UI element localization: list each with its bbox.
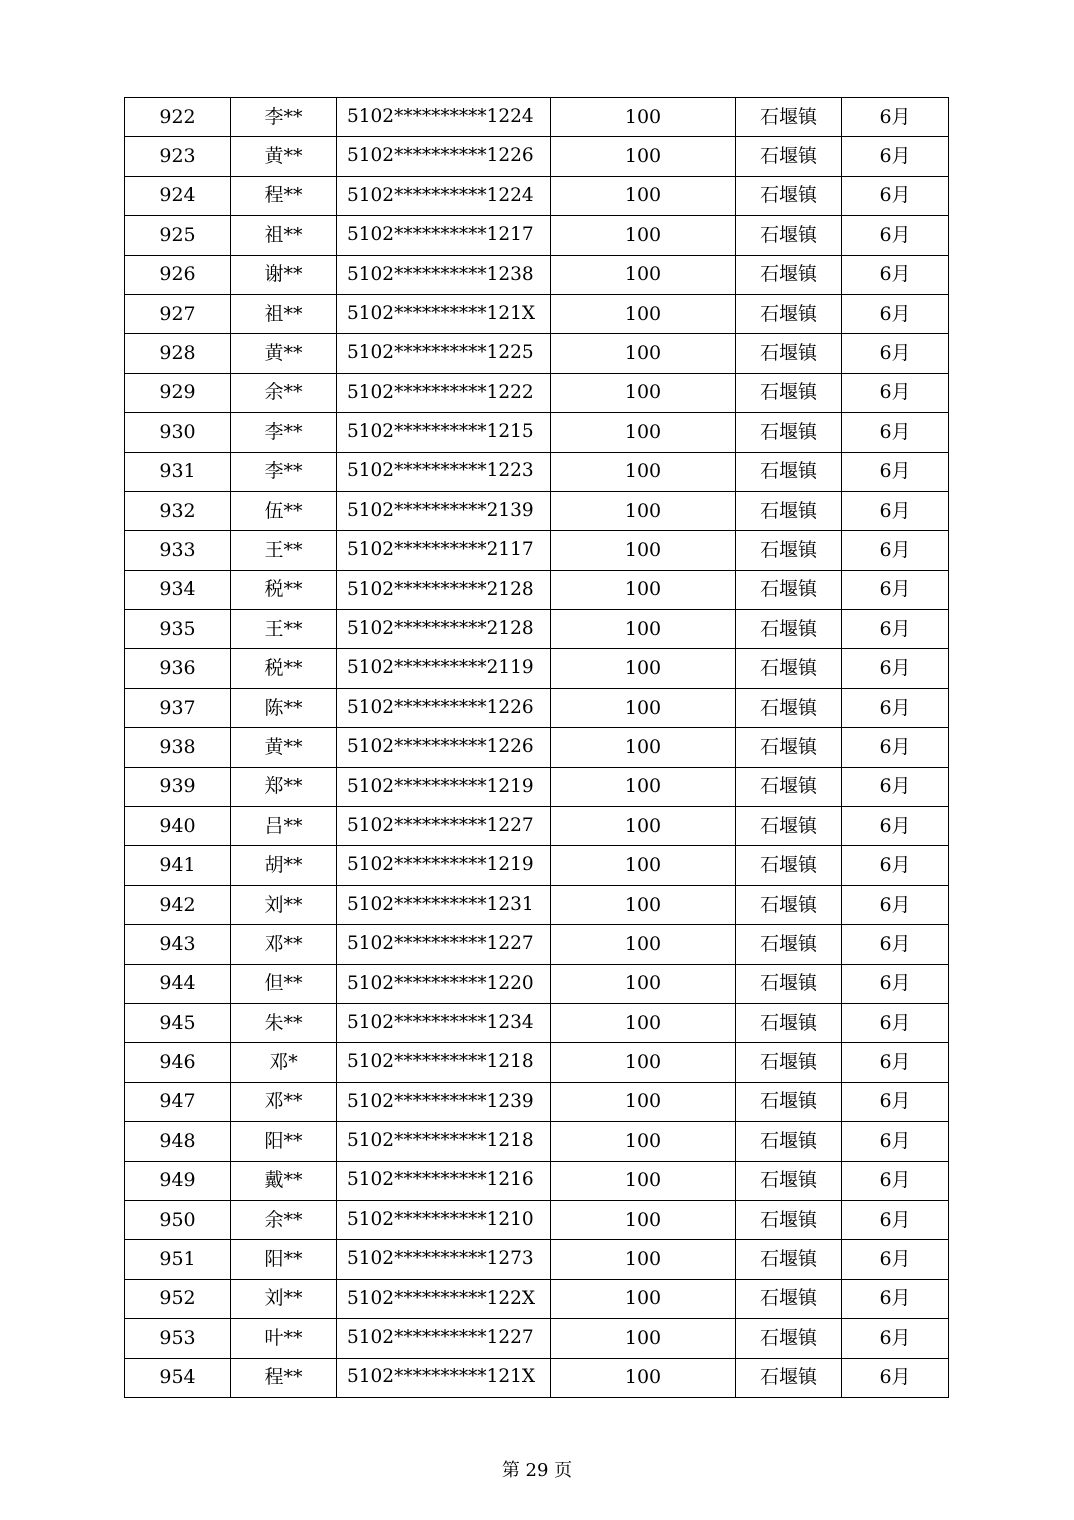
cell-town: 石堰镇 [736, 1043, 842, 1082]
cell-id-number: 5102**********1234 [337, 1003, 551, 1042]
cell-id-number: 5102**********1231 [337, 885, 551, 924]
cell-id-number: 5102**********1239 [337, 1082, 551, 1121]
cell-amount: 100 [551, 137, 736, 176]
cell-month: 6月 [842, 334, 949, 373]
table-row [125, 1319, 949, 1358]
cell-id-number: 5102**********1226 [337, 688, 551, 727]
cell-month: 6月 [842, 570, 949, 609]
cell-month: 6月 [842, 531, 949, 570]
cell-town: 石堰镇 [736, 1319, 842, 1358]
table-row [125, 491, 949, 530]
cell-month: 6月 [842, 1122, 949, 1161]
cell-serial-number: 940 [125, 807, 231, 846]
cell-month: 6月 [842, 610, 949, 649]
cell-town: 石堰镇 [736, 294, 842, 333]
cell-month: 6月 [842, 1082, 949, 1121]
cell-month: 6月 [842, 1003, 949, 1042]
cell-amount: 100 [551, 216, 736, 255]
cell-serial-number: 944 [125, 964, 231, 1003]
cell-amount: 100 [551, 846, 736, 885]
cell-serial-number: 939 [125, 767, 231, 806]
cell-id-number: 5102**********121X [337, 294, 551, 333]
cell-serial-number: 946 [125, 1043, 231, 1082]
cell-id-number: 5102**********1222 [337, 373, 551, 412]
cell-town: 石堰镇 [736, 373, 842, 412]
cell-id-number: 5102**********121X [337, 1358, 551, 1397]
table-row [125, 452, 949, 491]
cell-serial-number: 935 [125, 610, 231, 649]
cell-month: 6月 [842, 216, 949, 255]
cell-amount: 100 [551, 1279, 736, 1318]
cell-month: 6月 [842, 452, 949, 491]
cell-month: 6月 [842, 846, 949, 885]
cell-town: 石堰镇 [736, 1200, 842, 1239]
cell-month: 6月 [842, 964, 949, 1003]
cell-name: 刘** [231, 1279, 337, 1318]
cell-month: 6月 [842, 1358, 949, 1397]
cell-amount: 100 [551, 176, 736, 215]
cell-serial-number: 938 [125, 728, 231, 767]
cell-amount: 100 [551, 610, 736, 649]
cell-id-number: 5102**********1217 [337, 216, 551, 255]
cell-serial-number: 927 [125, 294, 231, 333]
cell-town: 石堰镇 [736, 491, 842, 530]
cell-serial-number: 937 [125, 688, 231, 727]
cell-name: 吕** [231, 807, 337, 846]
table-row [125, 846, 949, 885]
cell-amount: 100 [551, 1043, 736, 1082]
cell-town: 石堰镇 [736, 1003, 842, 1042]
cell-name: 谢** [231, 255, 337, 294]
cell-town: 石堰镇 [736, 925, 842, 964]
cell-amount: 100 [551, 1358, 736, 1397]
table-row [125, 1161, 949, 1200]
cell-serial-number: 924 [125, 176, 231, 215]
cell-serial-number: 945 [125, 1003, 231, 1042]
cell-amount: 100 [551, 1082, 736, 1121]
cell-id-number: 5102**********2119 [337, 649, 551, 688]
cell-month: 6月 [842, 649, 949, 688]
cell-id-number: 5102**********1219 [337, 846, 551, 885]
table-row [125, 570, 949, 609]
table-row [125, 688, 949, 727]
cell-serial-number: 952 [125, 1279, 231, 1318]
cell-town: 石堰镇 [736, 452, 842, 491]
cell-amount: 100 [551, 491, 736, 530]
cell-month: 6月 [842, 413, 949, 452]
cell-month: 6月 [842, 491, 949, 530]
cell-serial-number: 933 [125, 531, 231, 570]
cell-serial-number: 923 [125, 137, 231, 176]
cell-serial-number: 922 [125, 98, 231, 137]
cell-id-number: 5102**********1238 [337, 255, 551, 294]
cell-town: 石堰镇 [736, 1161, 842, 1200]
cell-name: 邓** [231, 1082, 337, 1121]
cell-amount: 100 [551, 1240, 736, 1279]
cell-name: 阳** [231, 1240, 337, 1279]
cell-serial-number: 928 [125, 334, 231, 373]
table-row [125, 334, 949, 373]
cell-name: 李** [231, 98, 337, 137]
cell-id-number: 5102**********1224 [337, 98, 551, 137]
cell-month: 6月 [842, 137, 949, 176]
cell-name: 戴** [231, 1161, 337, 1200]
table-row [125, 1240, 949, 1279]
table-row [125, 1358, 949, 1397]
cell-town: 石堰镇 [736, 1082, 842, 1121]
cell-name: 郑** [231, 767, 337, 806]
cell-amount: 100 [551, 767, 736, 806]
cell-name: 王** [231, 531, 337, 570]
cell-town: 石堰镇 [736, 98, 842, 137]
cell-town: 石堰镇 [736, 531, 842, 570]
cell-town: 石堰镇 [736, 1240, 842, 1279]
cell-id-number: 5102**********1218 [337, 1122, 551, 1161]
cell-serial-number: 954 [125, 1358, 231, 1397]
cell-serial-number: 926 [125, 255, 231, 294]
cell-id-number: 5102**********1216 [337, 1161, 551, 1200]
cell-serial-number: 942 [125, 885, 231, 924]
table-row [125, 1082, 949, 1121]
cell-month: 6月 [842, 1200, 949, 1239]
cell-name: 邓** [231, 925, 337, 964]
cell-town: 石堰镇 [736, 610, 842, 649]
cell-amount: 100 [551, 1161, 736, 1200]
cell-town: 石堰镇 [736, 807, 842, 846]
cell-id-number: 5102**********1227 [337, 807, 551, 846]
cell-amount: 100 [551, 373, 736, 412]
cell-serial-number: 948 [125, 1122, 231, 1161]
cell-town: 石堰镇 [736, 688, 842, 727]
cell-name: 阳** [231, 1122, 337, 1161]
cell-name: 李** [231, 452, 337, 491]
cell-serial-number: 930 [125, 413, 231, 452]
cell-serial-number: 931 [125, 452, 231, 491]
cell-month: 6月 [842, 688, 949, 727]
cell-month: 6月 [842, 294, 949, 333]
cell-serial-number: 949 [125, 1161, 231, 1200]
cell-amount: 100 [551, 413, 736, 452]
cell-month: 6月 [842, 885, 949, 924]
cell-amount: 100 [551, 531, 736, 570]
table-row [125, 925, 949, 964]
table-body [125, 98, 949, 1398]
cell-town: 石堰镇 [736, 885, 842, 924]
cell-amount: 100 [551, 1122, 736, 1161]
cell-town: 石堰镇 [736, 176, 842, 215]
cell-serial-number: 947 [125, 1082, 231, 1121]
cell-id-number: 5102**********1226 [337, 137, 551, 176]
cell-serial-number: 929 [125, 373, 231, 412]
cell-month: 6月 [842, 255, 949, 294]
cell-name: 陈** [231, 688, 337, 727]
cell-month: 6月 [842, 176, 949, 215]
cell-id-number: 5102**********1219 [337, 767, 551, 806]
table-row [125, 964, 949, 1003]
cell-id-number: 5102**********1210 [337, 1200, 551, 1239]
cell-name: 祖** [231, 216, 337, 255]
cell-name: 朱** [231, 1003, 337, 1042]
table-row [125, 885, 949, 924]
cell-id-number: 5102**********1227 [337, 1319, 551, 1358]
cell-id-number: 5102**********1215 [337, 413, 551, 452]
table-row [125, 728, 949, 767]
cell-name: 黄** [231, 137, 337, 176]
cell-name: 胡** [231, 846, 337, 885]
cell-month: 6月 [842, 807, 949, 846]
cell-town: 石堰镇 [736, 846, 842, 885]
cell-name: 邓* [231, 1043, 337, 1082]
cell-id-number: 5102**********1225 [337, 334, 551, 373]
cell-serial-number: 934 [125, 570, 231, 609]
table-row [125, 373, 949, 412]
cell-month: 6月 [842, 1319, 949, 1358]
cell-town: 石堰镇 [736, 964, 842, 1003]
cell-amount: 100 [551, 1200, 736, 1239]
cell-name: 黄** [231, 334, 337, 373]
cell-amount: 100 [551, 1319, 736, 1358]
cell-name: 黄** [231, 728, 337, 767]
cell-amount: 100 [551, 925, 736, 964]
cell-town: 石堰镇 [736, 334, 842, 373]
cell-serial-number: 950 [125, 1200, 231, 1239]
cell-name: 程** [231, 176, 337, 215]
cell-name: 余** [231, 373, 337, 412]
cell-id-number: 5102**********1273 [337, 1240, 551, 1279]
cell-town: 石堰镇 [736, 255, 842, 294]
cell-id-number: 5102**********1218 [337, 1043, 551, 1082]
cell-amount: 100 [551, 885, 736, 924]
cell-id-number: 5102**********2139 [337, 491, 551, 530]
cell-serial-number: 953 [125, 1319, 231, 1358]
cell-amount: 100 [551, 255, 736, 294]
cell-name: 王** [231, 610, 337, 649]
table-row [125, 649, 949, 688]
cell-town: 石堰镇 [736, 137, 842, 176]
table-row [125, 807, 949, 846]
table-row [125, 1003, 949, 1042]
table-row [125, 255, 949, 294]
cell-id-number: 5102**********2128 [337, 610, 551, 649]
cell-id-number: 5102**********1224 [337, 176, 551, 215]
cell-name: 税** [231, 649, 337, 688]
cell-id-number: 5102**********1220 [337, 964, 551, 1003]
cell-id-number: 5102**********2117 [337, 531, 551, 570]
cell-amount: 100 [551, 728, 736, 767]
cell-amount: 100 [551, 452, 736, 491]
cell-town: 石堰镇 [736, 1279, 842, 1318]
table-row [125, 1122, 949, 1161]
cell-serial-number: 943 [125, 925, 231, 964]
cell-town: 石堰镇 [736, 413, 842, 452]
table-row [125, 531, 949, 570]
cell-town: 石堰镇 [736, 570, 842, 609]
cell-name: 祖** [231, 294, 337, 333]
cell-id-number: 5102**********2128 [337, 570, 551, 609]
cell-amount: 100 [551, 807, 736, 846]
cell-amount: 100 [551, 649, 736, 688]
cell-month: 6月 [842, 767, 949, 806]
cell-amount: 100 [551, 294, 736, 333]
cell-amount: 100 [551, 570, 736, 609]
table-row [125, 1200, 949, 1239]
table-row [125, 216, 949, 255]
cell-town: 石堰镇 [736, 767, 842, 806]
table-row [125, 767, 949, 806]
cell-id-number: 5102**********1223 [337, 452, 551, 491]
cell-name: 刘** [231, 885, 337, 924]
page-number: 第 29 页 [501, 1460, 573, 1481]
cell-name: 李** [231, 413, 337, 452]
cell-town: 石堰镇 [736, 649, 842, 688]
cell-serial-number: 932 [125, 491, 231, 530]
cell-serial-number: 925 [125, 216, 231, 255]
cell-month: 6月 [842, 925, 949, 964]
table-row [125, 413, 949, 452]
cell-id-number: 5102**********122X [337, 1279, 551, 1318]
cell-month: 6月 [842, 98, 949, 137]
cell-serial-number: 951 [125, 1240, 231, 1279]
cell-id-number: 5102**********1227 [337, 925, 551, 964]
cell-amount: 100 [551, 964, 736, 1003]
cell-month: 6月 [842, 728, 949, 767]
table-row [125, 610, 949, 649]
table-row [125, 98, 949, 137]
cell-name: 税** [231, 570, 337, 609]
cell-town: 石堰镇 [736, 1122, 842, 1161]
data-table [124, 97, 949, 1398]
cell-town: 石堰镇 [736, 216, 842, 255]
cell-town: 石堰镇 [736, 1358, 842, 1397]
cell-month: 6月 [842, 1043, 949, 1082]
cell-amount: 100 [551, 1003, 736, 1042]
cell-amount: 100 [551, 688, 736, 727]
cell-month: 6月 [842, 1240, 949, 1279]
cell-serial-number: 936 [125, 649, 231, 688]
table-row [125, 1043, 949, 1082]
cell-name: 余** [231, 1200, 337, 1239]
cell-month: 6月 [842, 373, 949, 412]
table-row [125, 294, 949, 333]
cell-id-number: 5102**********1226 [337, 728, 551, 767]
cell-serial-number: 941 [125, 846, 231, 885]
cell-name: 叶** [231, 1319, 337, 1358]
cell-name: 但** [231, 964, 337, 1003]
cell-month: 6月 [842, 1161, 949, 1200]
table-row [125, 137, 949, 176]
cell-town: 石堰镇 [736, 728, 842, 767]
table-row [125, 176, 949, 215]
cell-amount: 100 [551, 98, 736, 137]
cell-amount: 100 [551, 334, 736, 373]
cell-name: 程** [231, 1358, 337, 1397]
cell-name: 伍** [231, 491, 337, 530]
cell-month: 6月 [842, 1279, 949, 1318]
table-row [125, 1279, 949, 1318]
